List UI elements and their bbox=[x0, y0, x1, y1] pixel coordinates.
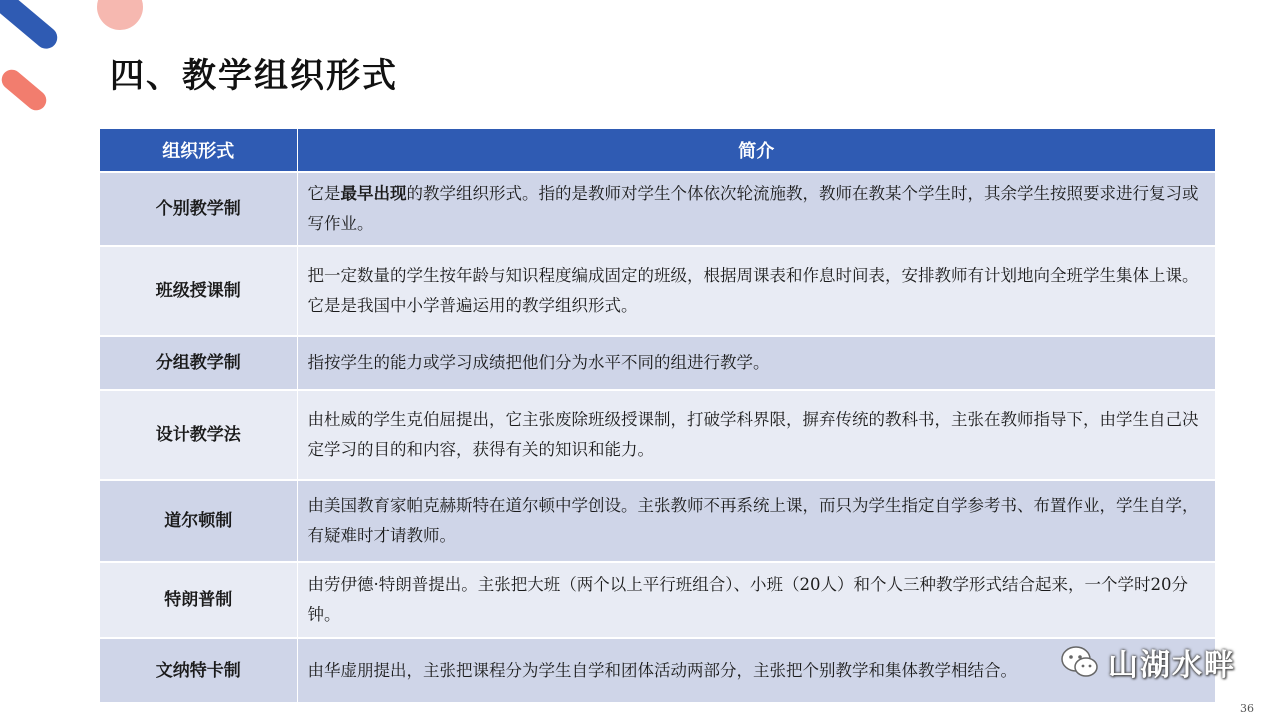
description-cell bbox=[297, 562, 1216, 638]
form-name-cell: 特朗普制 bbox=[100, 562, 297, 638]
form-name-cell: 设计教学法 bbox=[100, 390, 297, 480]
description-cell bbox=[297, 480, 1216, 562]
watermark-text: 山湖水畔 bbox=[1108, 648, 1236, 683]
desc-text: 由美国教育家帕克赫斯特在道尔顿中学创设。主张教师不再系统上课，而只为学生指定自学参考书、布置作业，学生自学，有疑难时才请教师。 bbox=[307, 496, 1199, 545]
page-title: 四、教学组织形式 bbox=[110, 56, 398, 96]
table-row bbox=[100, 562, 1216, 638]
decorative-pink-circle bbox=[97, 0, 143, 30]
description-cell bbox=[297, 336, 1216, 390]
form-name-cell: 班级授课制 bbox=[100, 246, 297, 336]
desc-text: 由劳伊德·特朗普提出。主张把大班（两个以上平行班组合）、小班（20人）和个人三种教学形式结合起来，一个学时20分钟。 bbox=[307, 575, 1188, 624]
desc-text: 的教学组织形式。指的是教师对学生个体依次轮流施教，教师在教某个学生时，其余学生按照要求进行复习或写作业。 bbox=[307, 184, 1199, 233]
form-name-cell: 道尔顿制 bbox=[100, 480, 297, 562]
decorative-coral-bar bbox=[0, 66, 50, 115]
description-cell bbox=[297, 390, 1216, 480]
page-number: 36 bbox=[1240, 702, 1254, 715]
desc-text: 由华虚朋提出，主张把课程分为学生自学和团体活动两部分，主张把个别教学和集体教学相结合。 bbox=[307, 660, 1017, 680]
desc-text: 指按学生的能力或学习成绩把他们分为水平不同的组进行教学。 bbox=[307, 353, 770, 372]
desc-text: 由杜威的学生克伯屈提出，它主张废除班级授课制，打破学科界限，摒弃传统的教科书，主张在教师指导下，由学生自己决定学习的目的和内容，获得有关的知识和能力。 bbox=[307, 410, 1199, 459]
desc-text: 它是 bbox=[307, 184, 341, 203]
header-intro: 简介 bbox=[297, 129, 1216, 172]
form-name-cell: 分组教学制 bbox=[100, 336, 297, 390]
form-name-cell: 个别教学制 bbox=[100, 172, 297, 246]
form-name-cell: 文纳特卡制 bbox=[100, 638, 297, 702]
decorative-blue-bar bbox=[0, 0, 62, 53]
wechat-icon bbox=[1060, 642, 1100, 682]
table-row bbox=[100, 172, 1216, 246]
desc-text: 把一定数量的学生按年龄与知识程度编成固定的班级，根据周课表和作息时间表，安排教师有计划地向全班学生集体上课。它是是我国中小学普遍运用的教学组织形式。 bbox=[307, 266, 1199, 315]
teaching-organization-table bbox=[100, 129, 1216, 702]
desc-emphasis: 最早出现 bbox=[340, 184, 407, 203]
table-row bbox=[100, 246, 1216, 336]
table-header-row bbox=[100, 129, 1216, 172]
header-form: 组织形式 bbox=[100, 129, 297, 172]
table-row bbox=[100, 638, 1216, 702]
watermark bbox=[1060, 640, 1236, 684]
description-cell bbox=[297, 172, 1216, 246]
table-row bbox=[100, 390, 1216, 480]
table-row bbox=[100, 336, 1216, 390]
description-cell bbox=[297, 246, 1216, 336]
table-row bbox=[100, 480, 1216, 562]
